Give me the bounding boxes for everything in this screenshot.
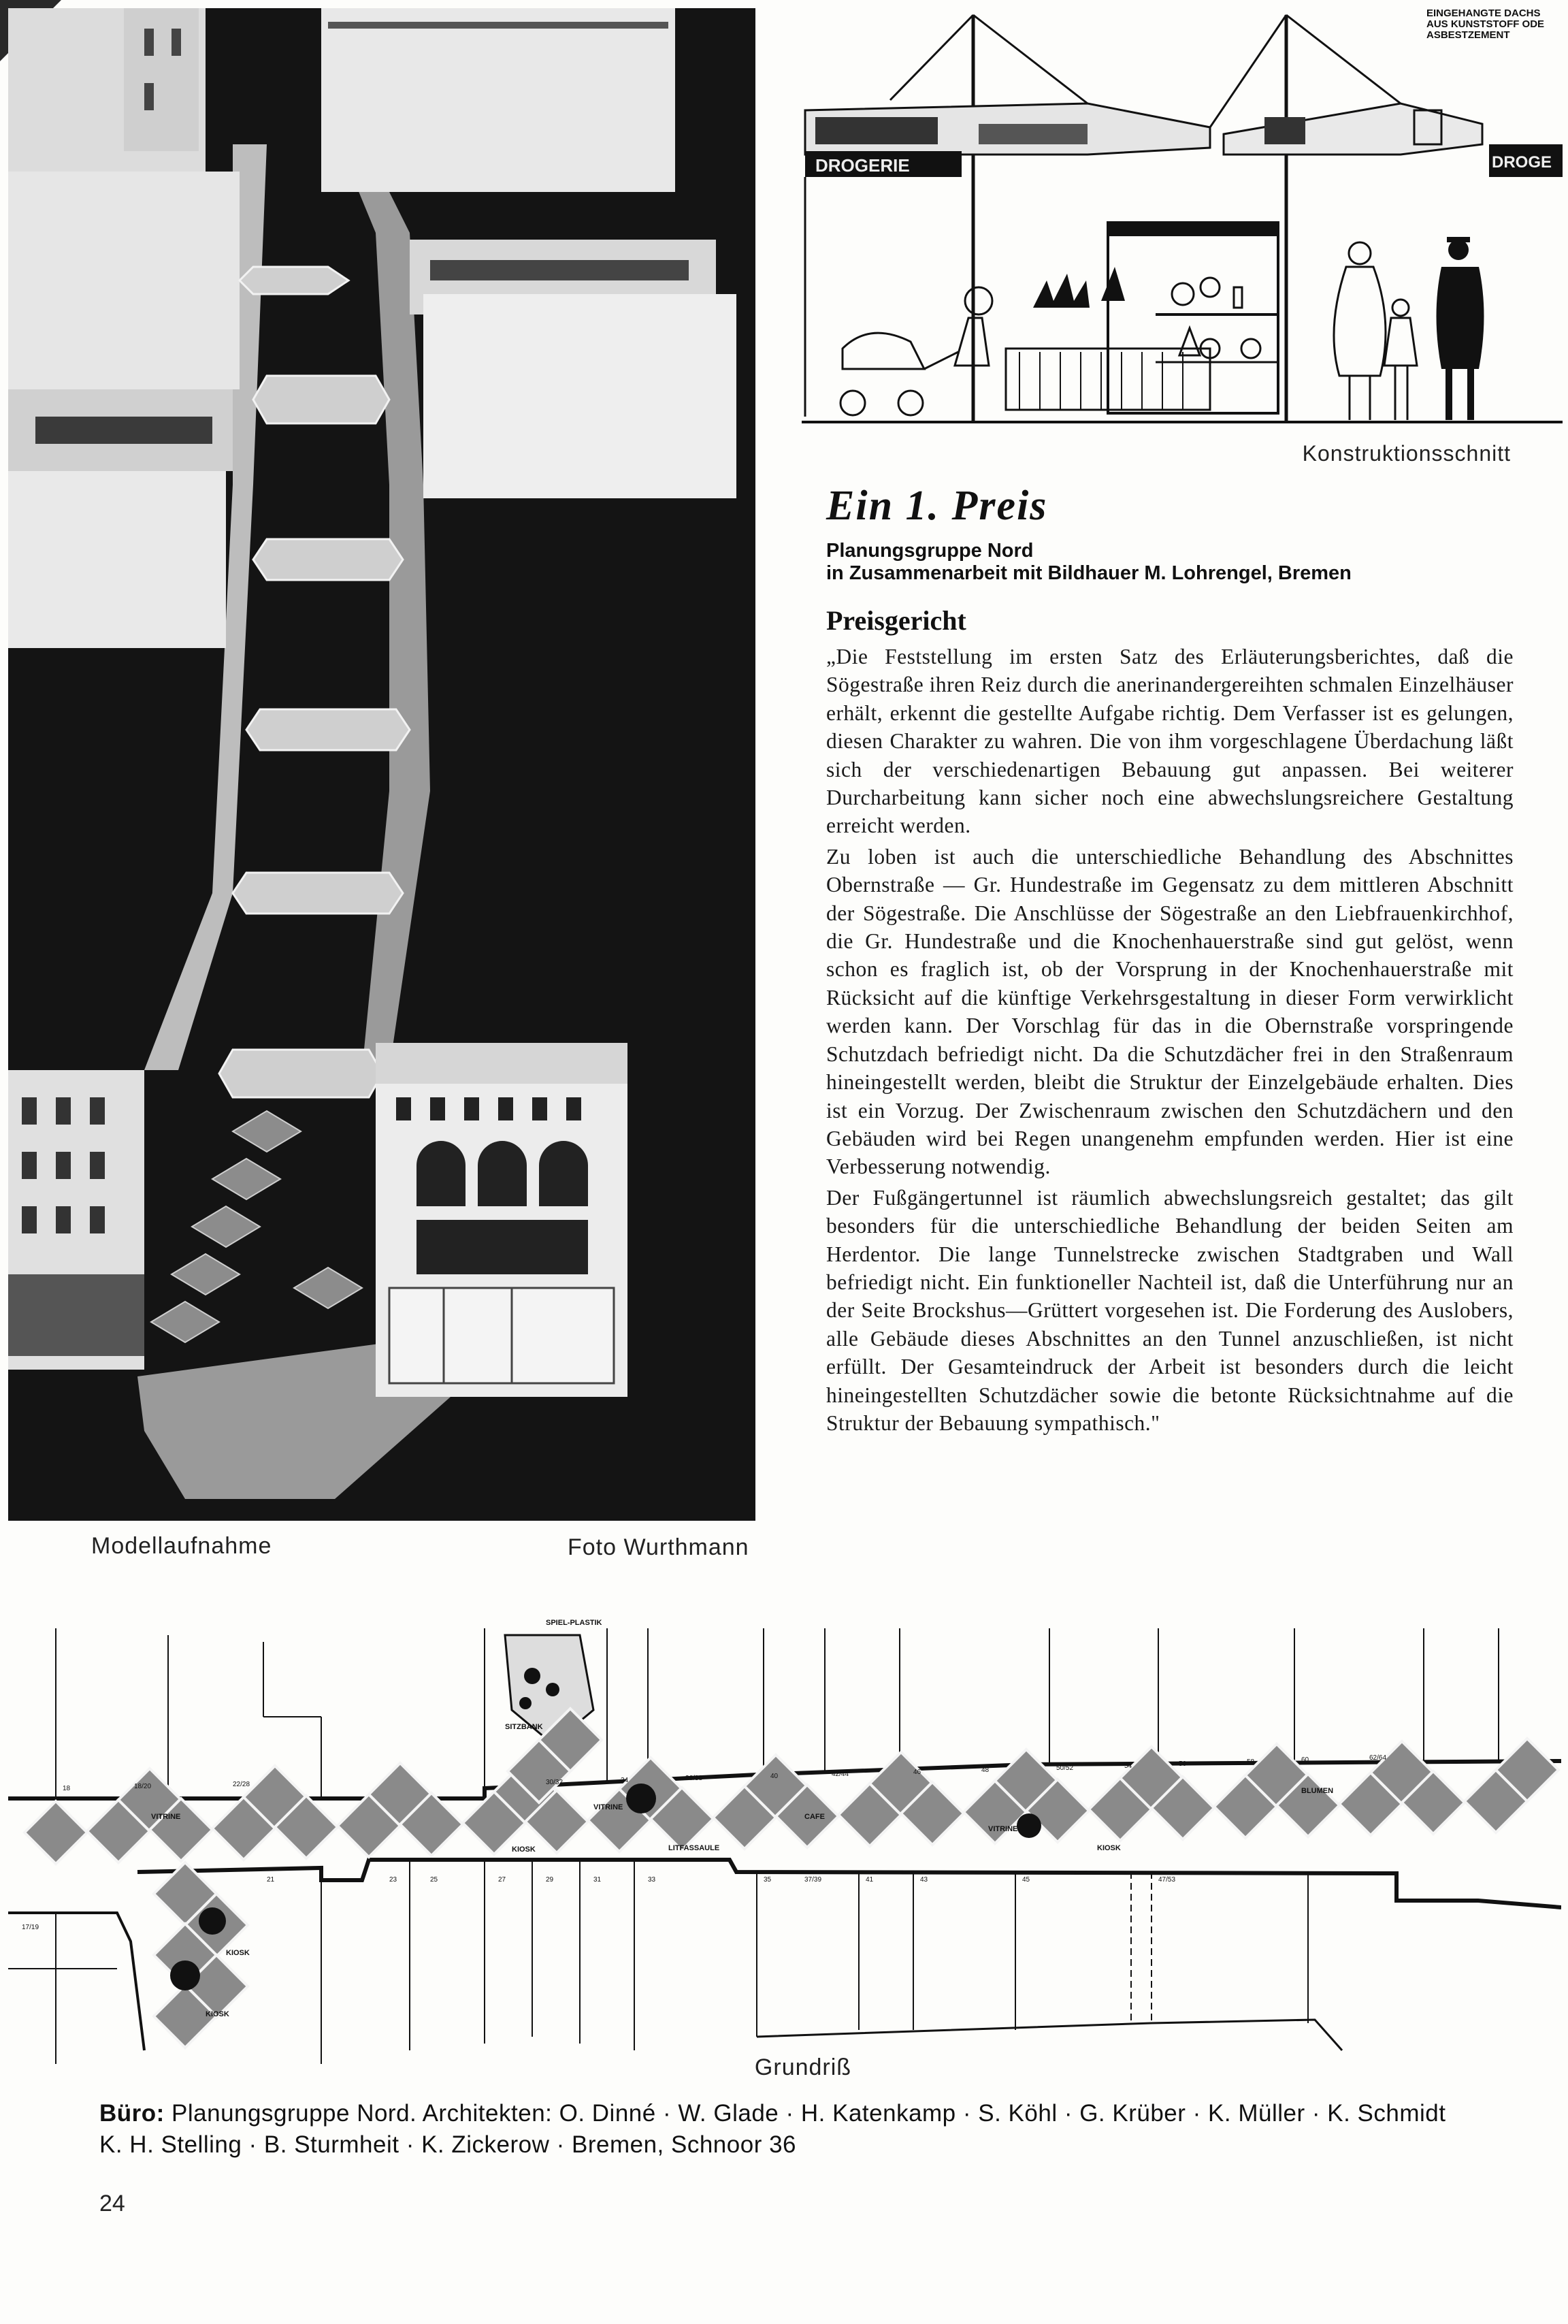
house-number: 35 <box>764 1876 772 1884</box>
construction-note-line: EINGEHANGTE DACHS <box>1426 7 1541 19</box>
label-kiosk: KIOSK <box>1097 1844 1121 1852</box>
article-title: Ein 1. Preis <box>826 483 1048 529</box>
label-vitrine: VITRINE <box>988 1825 1018 1833</box>
house-number: 25 <box>430 1876 438 1884</box>
paragraph: Der Fußgängertunnel ist räumlich abwechslungsreich gestaltet; das gilt besonders für die unterschiedliche Behandlung der beiden Seiten am Herdentor. Die lange Tunnelstrecke zwischen Stadtgraben und Wall befriedigt nicht. Ein funktioneller Nachteil ist, daß die Unterführung nur an der Seite Brockshus—Grüttert vorgesehen ist. Die Forderung des Auslobers, alle Gebäude dieses Abschnittes an den Tunnel anzuschließen, ist nicht erfüllt. Der Gesamteindruck der Arbeit ist besonders durch die leicht hineingestellten Schutzdächer sowie die betonte Rücksichtnahme auf die Struktur der Bebauung sympathisch." <box>826 1185 1514 1435</box>
model-photo-illustration <box>8 8 755 1521</box>
canopy-diamond <box>24 1801 87 1864</box>
jury-statement <box>826 643 1514 1440</box>
house-number: 31 <box>593 1876 602 1884</box>
label-spiel-plastik: SPIEL-PLASTIK <box>546 1619 602 1627</box>
house-number: 30/32 <box>546 1779 564 1786</box>
credits-line-1: Planungsgruppe Nord. Architekten: O. Dinné · W. Glade · H. Katenkamp · S. Köhl · G. Krüber · K. Müller · K. Schmidt <box>164 2100 1446 2127</box>
house-number: 33 <box>648 1876 656 1884</box>
house-number: 56 <box>1179 1760 1187 1768</box>
house-number: 62/64 <box>1369 1754 1387 1762</box>
construction-note-line: AUS KUNSTSTOFF ODE <box>1426 18 1545 30</box>
house-number: 60 <box>1301 1756 1309 1764</box>
house-number: 40 <box>770 1773 779 1780</box>
article-subtitle <box>826 540 1507 585</box>
house-number: 47/53 <box>1158 1876 1176 1884</box>
paragraph: Zu loben ist auch die unterschiedliche Behandlung des Abschnittes Obernstraße — Gr. Hundestraße im Gegensatz zu dem mittleren Abschnitt der Sögestraße. Die Anschlüsse der Sögestraße an den Liebfrauenkirchhof, die Gr. Hundestraße und die Knochenhauerstraße sind gut gelöst, wenn schon es fraglich ist, ob der Vorsprung in der Knochenhauerstraße mit Rücksicht auf die künftige Verkehrsgestaltung in dieser Form verwirklicht werden kann. Der Vorschlag für das in die Obernstraße vorspringende Schutzdach befriedigt nicht. Da die Schutzdächer frei in den Straßenraum hineingestellt werden, bleibt die Struktur der Einzelgebäude erhalten. Dies ist ein Vorzug. Der Zwischenraum zwischen den Schutzdächern und den Gebäuden wird bei Regen unangenehm empfunden werden. Hier ist eine Verbesserung notwendig. <box>826 844 1514 1179</box>
floor-plan <box>8 1615 1561 2064</box>
model-photograph <box>8 8 755 1521</box>
label-vitrine: VITRINE <box>593 1803 623 1811</box>
house-number: 54 <box>1124 1762 1132 1770</box>
office-credits <box>99 2098 1515 2161</box>
house-number: 43 <box>920 1876 928 1884</box>
shop-sign-right: DROGE <box>1492 153 1552 172</box>
house-number: 37/39 <box>804 1876 822 1884</box>
house-number: 58 <box>1247 1758 1255 1766</box>
house-number: 22/28 <box>233 1781 250 1788</box>
section-caption: Konstruktionsschnitt <box>1302 441 1511 466</box>
label-litfass: LITFASSAULE <box>668 1844 720 1852</box>
house-number: 18 <box>63 1785 71 1792</box>
house-number: 21 <box>267 1876 275 1884</box>
house-number: 48 <box>981 1766 990 1774</box>
plan-caption: Grundriß <box>754 2054 852 2080</box>
house-number: 36/38 <box>685 1775 703 1782</box>
label-kiosk: KIOSK <box>512 1845 536 1854</box>
house-number: 34 <box>621 1777 629 1784</box>
label-blumen: BLUMEN <box>1301 1787 1334 1795</box>
section-drawing-illustration <box>802 8 1563 444</box>
label-kiosk: KIOSK <box>226 1949 250 1957</box>
house-number: 17/19 <box>22 1924 39 1931</box>
subtitle-line-1: Planungsgruppe Nord <box>826 540 1034 562</box>
subtitle-line-2: in Zusammenarbeit mit Bildhauer M. Lohrengel, Bremen <box>826 562 1352 584</box>
label-sitzbank: SITZBANK <box>505 1723 543 1731</box>
house-number: 27 <box>498 1876 506 1884</box>
photo-caption-left: Modellaufnahme <box>91 1533 272 1559</box>
house-number: 42/44 <box>832 1771 849 1778</box>
construction-note-line: ASBESTZEMENT <box>1426 29 1510 41</box>
credits-label: Büro: <box>99 2100 165 2127</box>
construction-section-drawing <box>802 8 1563 444</box>
credits-line-2: K. H. Stelling · B. Sturmheit · K. Zickerow · Bremen, Schnoor 36 <box>99 2131 797 2158</box>
section-heading: Preisgericht <box>826 605 966 636</box>
house-number: 45 <box>1022 1876 1030 1884</box>
shop-sign-left: DROGERIE <box>815 155 910 176</box>
house-number: 29 <box>546 1876 554 1884</box>
label-kiosk: KIOSK <box>206 2010 229 2018</box>
house-number: 50/52 <box>1056 1764 1074 1772</box>
floor-plan-illustration <box>8 1615 1561 2064</box>
house-number: 18/20 <box>134 1783 152 1790</box>
house-number: 23 <box>389 1876 397 1884</box>
page-number: 24 <box>99 2191 125 2216</box>
label-cafe: CAFE <box>804 1813 825 1821</box>
construction-note <box>1426 8 1563 41</box>
paragraph: „Die Feststellung im ersten Satz des Erläuterungsberichtes, daß die Sögestraße ihren Reiz durch die anerinandergereihten schmalen Einzelhäuser erhält, erkennt die gestellte Aufgabe richtig. Dem Verfasser ist es gelungen, diesen Charakter zu wahren. Die von ihm vorgeschlagene Überdachung läßt sich der verschiedenartigen Bebauung gut anpassen. Bei weiterer Durcharbeitung kann sicher noch eine abwechslungsreichere Gestaltung erreicht werden. <box>826 645 1514 838</box>
canopy-diamond-chain <box>24 1709 1558 2048</box>
label-vitrine: VITRINE <box>151 1813 181 1821</box>
photo-credit: Foto Wurthmann <box>568 1534 749 1560</box>
house-number: 41 <box>866 1876 874 1884</box>
house-number: 46 <box>913 1769 921 1776</box>
